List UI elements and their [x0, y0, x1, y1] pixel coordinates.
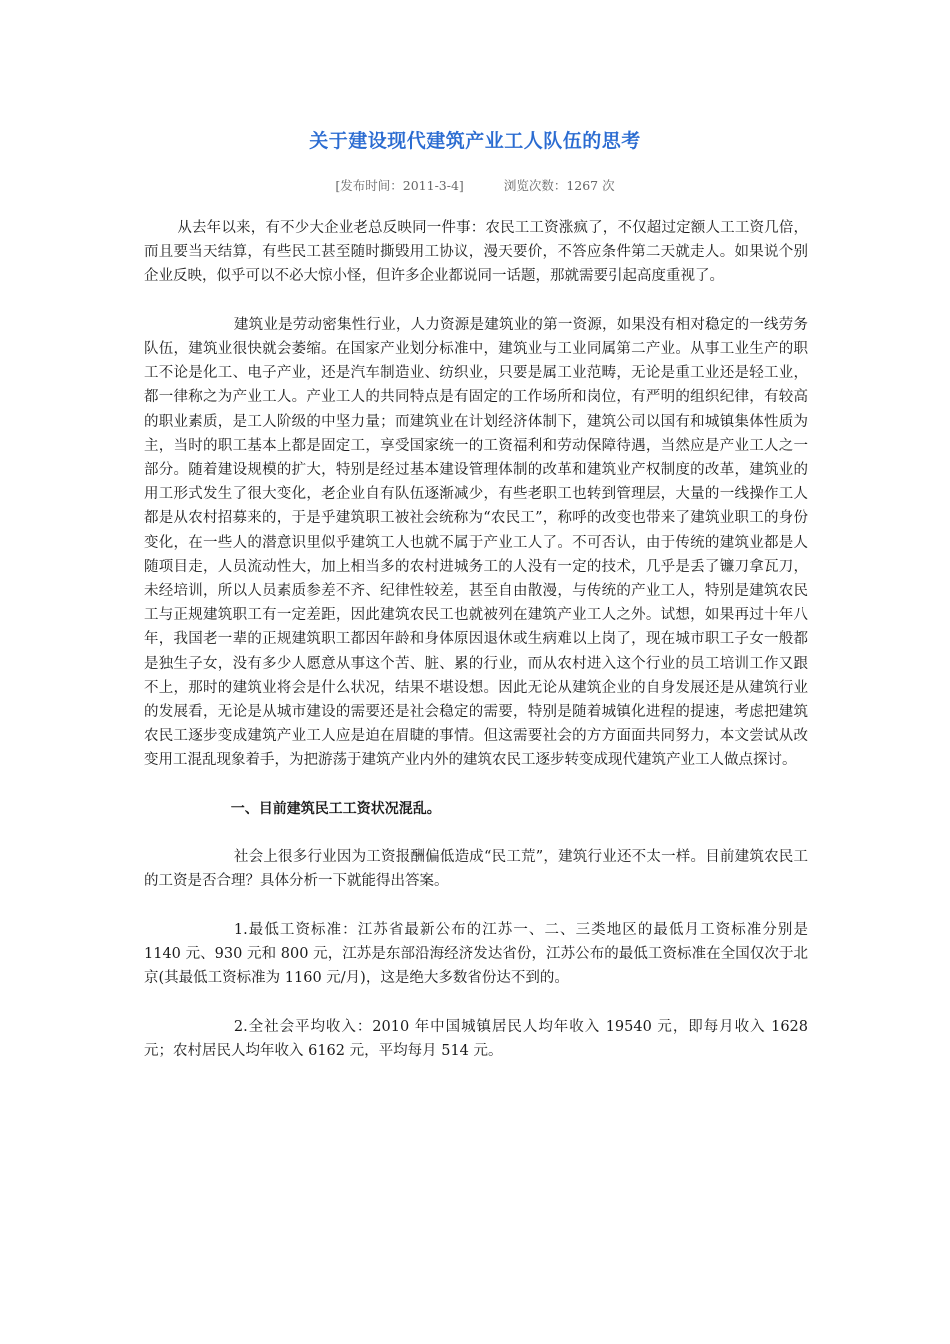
paragraph-min-wage: 1.最低工资标准：江苏省最新公布的江苏一、二、三类地区的最低月工资标准分别是 1140 元、930 元和 800 元，江苏是东部沿海经济发达省份，江苏公布的最低工资标准在全国仅次于北京(其最低工资标准为 1160 元/月)，这是绝大多数省份达不到的。	[144, 921, 808, 987]
paragraph-intro: 从去年以来，有不少大企业老总反映同一件事：农民工工资涨疯了，不仅超过定额人工工资几倍，而且要当天结算，有些民工甚至随时撕毁用工协议，漫天要价，不答应条件第二天就走人。如果说个别企业反映，似乎可以不必大惊小怪，但许多企业都说同一话题，那就需要引起高度重视了。	[144, 220, 808, 285]
paragraph-industry: 建筑业是劳动密集性行业，人力资源是建筑业的第一资源，如果没有相对稳定的一线劳务队伍，建筑业很快就会萎缩。在国家产业划分标准中，建筑业与工业同属第二产业。从事工业生产的职工不论是化工、电子产业，还是汽车制造业、纺织业，只要是属工业范畴，无论是重工业还是轻工业，都一律称之为产业工人。产业工人的共同特点是有固定的工作场所和岗位，有严明的组织纪律，有较高的职业素质，是工人阶级的中坚力量；而建筑业在计划经济体制下，建筑公司以国有和城镇集体性质为主，当时的职工基本上都是固定工，享受国家统一的工资福利和劳动保障待遇，当然应是产业工人之一部分。随着建设规模的扩大，特别是经过基本建设管理体制的改革和建筑业产权制度的改革，建筑业的用工形式发生了很大变化，老企业自有队伍逐渐减少，有些老职工也转到管理层，大量的一线操作工人都是从农村招募来的，于是乎建筑职工被社会统称为“农民工”，称呼的改变也带来了建筑业职工的身份变化，在一些人的潜意识里似乎建筑工人也就不属于产业工人了。不可否认，由于传统的建筑业都是人随项目走，人员流动性大，加上相当多的农村进城务工的人没有一定的技术，几乎是丢了镰刀拿瓦刀，未经培训，所以人员素质参差不齐、纪律性较差，甚至自由散漫，与传统的产业工人，特别是建筑农民工与正规建筑职工有一定差距，因此建筑农民工也就被列在建筑产业工人之外。试想，如果再过十年八年，我国老一辈的正规建筑职工都因年龄和身体原因退休或生病难以上岗了，现在城市职工子女一般都是独生子女，没有多少人愿意从事这个苦、脏、累的行业，而从农村进入这个行业的员工培训工作又跟不上，那时的建筑业将会是什么状况，结果不堪设想。因此无论从建筑企业的自身发展还是从建筑行业的发展看，无论是从城市建设的需要还是社会稳定的需要，特别是随着城镇化进程的提速，考虑把建筑农民工逐步变成建筑产业工人应是迫在眉睫的事情。但这需要社会的方方面面共同努力，本文尝试从改变用工混乱现象着手，为把游荡于建筑产业内外的建筑农民工逐步转变成现代建筑产业工人做点探讨。	[144, 316, 808, 769]
view-count: 浏览次数：1267 次	[503, 178, 615, 193]
paragraph-avg-income: 2.全社会平均收入：2010 年中国城镇居民人均年收入 19540 元，即每月收入 1628 元；农村居民人均年收入 6162 元，平均每月 514 元。	[144, 1018, 808, 1059]
article-title: 关于建设现代建筑产业工人队伍的思考	[309, 130, 641, 152]
publish-date: [发布时间：2011-3-4]	[335, 178, 464, 193]
article-meta	[0, 176, 950, 194]
article-body	[144, 216, 808, 1087]
section-heading: 一、目前建筑民工工资状况混乱。	[230, 800, 441, 817]
paragraph-wages: 社会上很多行业因为工资报酬偏低造成“民工荒”，建筑行业还不太一样。目前建筑农民工的工资是否合理？具体分析一下就能得出答案。	[144, 849, 808, 890]
